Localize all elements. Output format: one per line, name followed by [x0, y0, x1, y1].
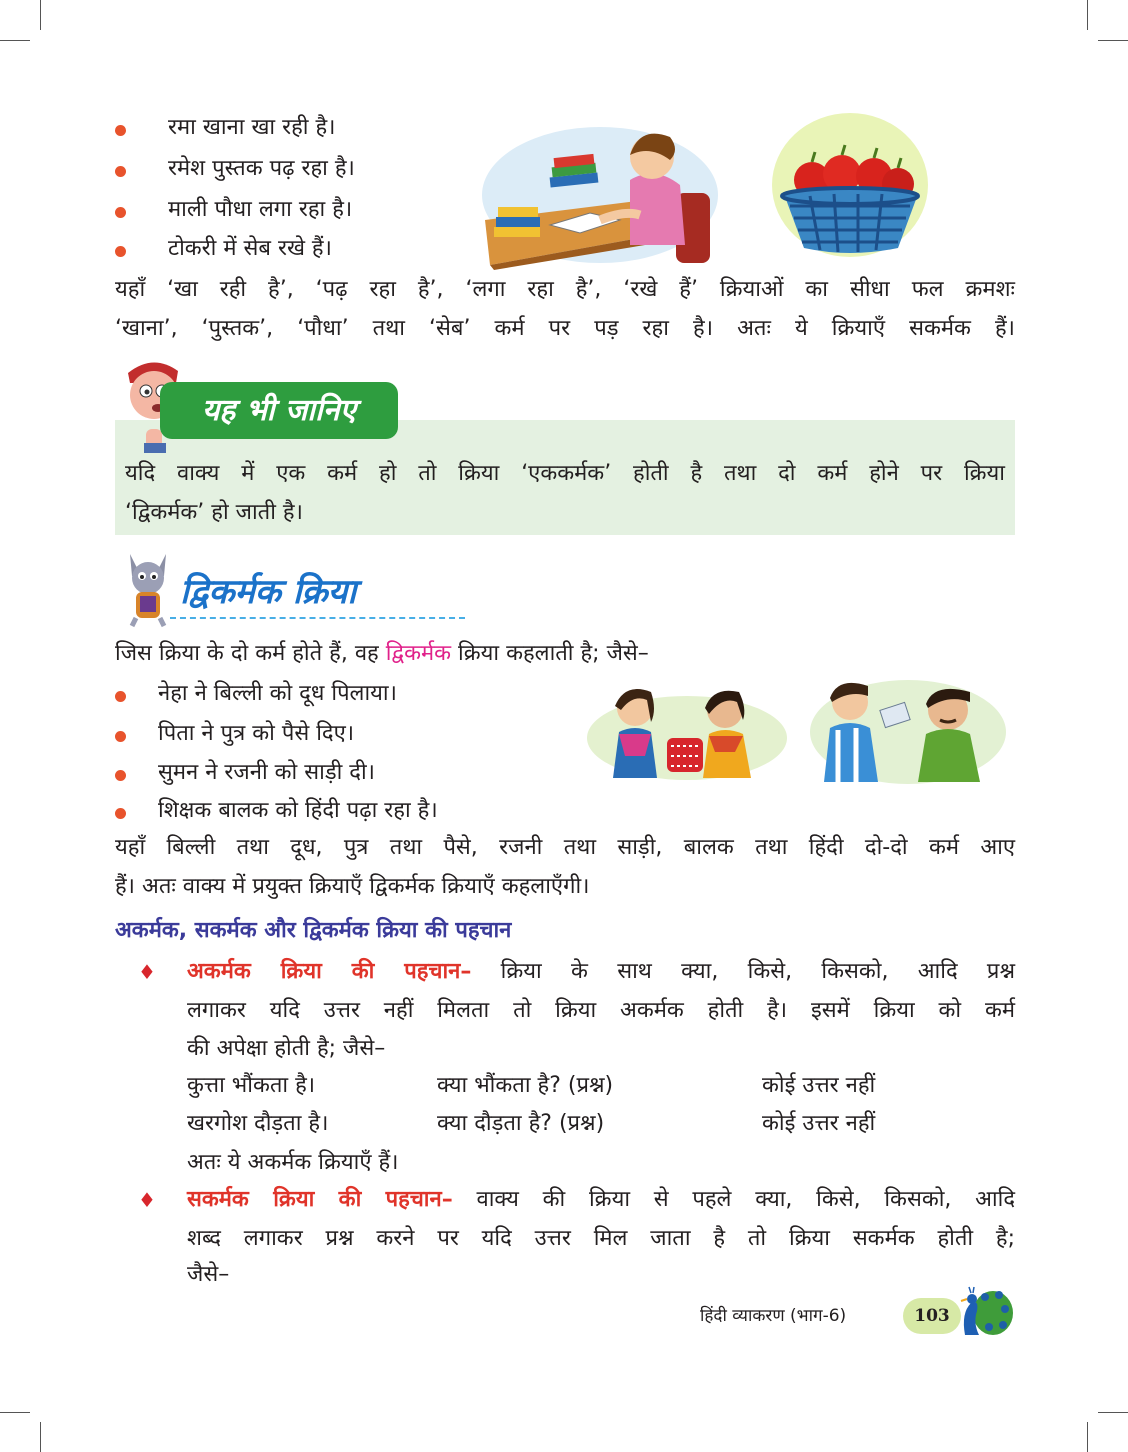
list-item: सुमन ने रजनी को साड़ी दी।: [158, 760, 375, 785]
crop-mark: [0, 1412, 30, 1413]
transitive-label: सकर्मक क्रिया की पहचान–: [187, 1187, 453, 1212]
bullet-dot: [115, 166, 126, 177]
list-item: टोकरी में सेब रखे हैं।: [168, 236, 332, 261]
diamond-bullet-icon: ♦: [138, 1188, 156, 1212]
crop-mark: [1098, 1412, 1128, 1413]
transitive-text: वाक्य की क्रिया से पहले क्या, किसे, किसको, आदि: [452, 1187, 1015, 1212]
women-exchanging-gift-illustration: [585, 680, 790, 780]
example-answer: कोई उत्तर नहीं: [762, 1111, 876, 1136]
intransitive-text: क्रिया के साथ क्या, किसे, किसको, आदि प्रश्न: [471, 959, 1015, 984]
intro-highlight: द्विकर्मक: [385, 641, 452, 666]
list-item: पिता ने पुत्र को पैसे दिए।: [158, 721, 355, 746]
bullet-dot: [115, 731, 126, 742]
section-title: द्विकर्मक क्रिया: [180, 572, 357, 612]
page-number: 103: [903, 1298, 961, 1334]
know-box-title: यह भी जानिए: [160, 382, 398, 439]
intransitive-line: की अपेक्षा होती है; जैसे–: [187, 1036, 386, 1061]
know-box-line: यदि वाक्य में एक कर्म हो तो क्रिया ‘एककर्मक’ होती है तथा दो कर्म होने पर क्रिया: [125, 461, 1005, 486]
bullet-dot: [115, 125, 126, 136]
crop-mark: [1087, 1422, 1088, 1452]
crop-mark: [40, 0, 41, 30]
paragraph-line: हैं। अतः वाक्य में प्रयुक्त क्रियाएँ द्विकर्मक क्रियाएँ कहलाएँगी।: [115, 874, 590, 899]
transitive-line: [187, 1183, 1015, 1217]
boy-reading-illustration: [480, 125, 720, 270]
intransitive-line: लगाकर यदि उत्तर नहीं मिलता तो क्रिया अकर्मक होती है। इसमें क्रिया को कर्म: [187, 998, 1015, 1023]
crop-mark: [0, 40, 30, 41]
transitive-line: जैसे–: [187, 1262, 230, 1287]
intro-text: जिस क्रिया के दो कर्म होते हैं, वह: [115, 641, 386, 666]
list-item: रमा खाना खा रही है।: [168, 115, 336, 140]
know-box-line: ‘द्विकर्मक’ हो जाती है।: [125, 500, 303, 525]
peacock-icon: [955, 1283, 1015, 1341]
intransitive-label: अकर्मक क्रिया की पहचान–: [187, 959, 472, 984]
section-title-underline: [170, 617, 465, 619]
cat-mascot-icon: [118, 548, 178, 628]
crop-mark: [1098, 40, 1128, 41]
intransitive-conclusion: अतः ये अकर्मक क्रियाएँ हैं।: [187, 1150, 399, 1175]
diamond-bullet-icon: ♦: [138, 960, 156, 984]
crop-mark: [40, 1422, 41, 1452]
section-intro: [115, 637, 649, 671]
book-title: हिंदी व्याकरण (भाग-6): [700, 1306, 847, 1326]
list-item: माली पौधा लगा रहा है।: [168, 197, 353, 222]
example-answer: कोई उत्तर नहीं: [762, 1073, 876, 1098]
subsection-heading: अकर्मक, सकर्मक और द्विकर्मक क्रिया की पहचान: [115, 918, 512, 943]
list-item: रमेश पुस्तक पढ़ रहा है।: [168, 156, 355, 181]
intransitive-line: [187, 955, 1015, 989]
paragraph-line: ‘खाना’, ‘पुस्तक’, ‘पौधा’ तथा ‘सेब’ कर्म पर पड़ रहा है। अतः ये क्रियाएँ सकर्मक हैं।: [115, 316, 1015, 341]
bullet-dot: [115, 246, 126, 257]
list-item: नेहा ने बिल्ली को दूध पिलाया।: [158, 681, 397, 706]
list-item: शिक्षक बालक को हिंदी पढ़ा रहा है।: [158, 798, 438, 823]
bullet-dot: [115, 770, 126, 781]
transitive-line: शब्द लगाकर प्रश्न करने पर यदि उत्तर मिल जाता है तो क्रिया सकर्मक होती है;: [187, 1226, 1015, 1251]
bullet-dot: [115, 207, 126, 218]
father-giving-money-illustration: [808, 670, 1008, 785]
example-sentence: खरगोश दौड़ता है।: [187, 1111, 329, 1136]
crop-mark: [1087, 0, 1088, 30]
paragraph-line: यहाँ बिल्ली तथा दूध, पुत्र तथा पैसे, रजनी तथा साड़ी, बालक तथा हिंदी दो-दो कर्म आए: [115, 835, 1015, 860]
example-question: क्या भौंकता है? (प्रश्न): [437, 1073, 614, 1098]
bullet-dot: [115, 808, 126, 819]
example-sentence: कुत्ता भौंकता है।: [187, 1073, 316, 1098]
paragraph-line: यहाँ ‘खा रही है’, ‘पढ़ रहा है’, ‘लगा रहा है’, ‘रखे हैं’ क्रियाओं का सीधा फल क्रमशः: [115, 277, 1015, 302]
bullet-dot: [115, 691, 126, 702]
intro-text: क्रिया कहलाती है; जैसे–: [451, 641, 649, 666]
apple-basket-illustration: [770, 110, 930, 275]
example-question: क्या दौड़ता है? (प्रश्न): [437, 1111, 605, 1136]
